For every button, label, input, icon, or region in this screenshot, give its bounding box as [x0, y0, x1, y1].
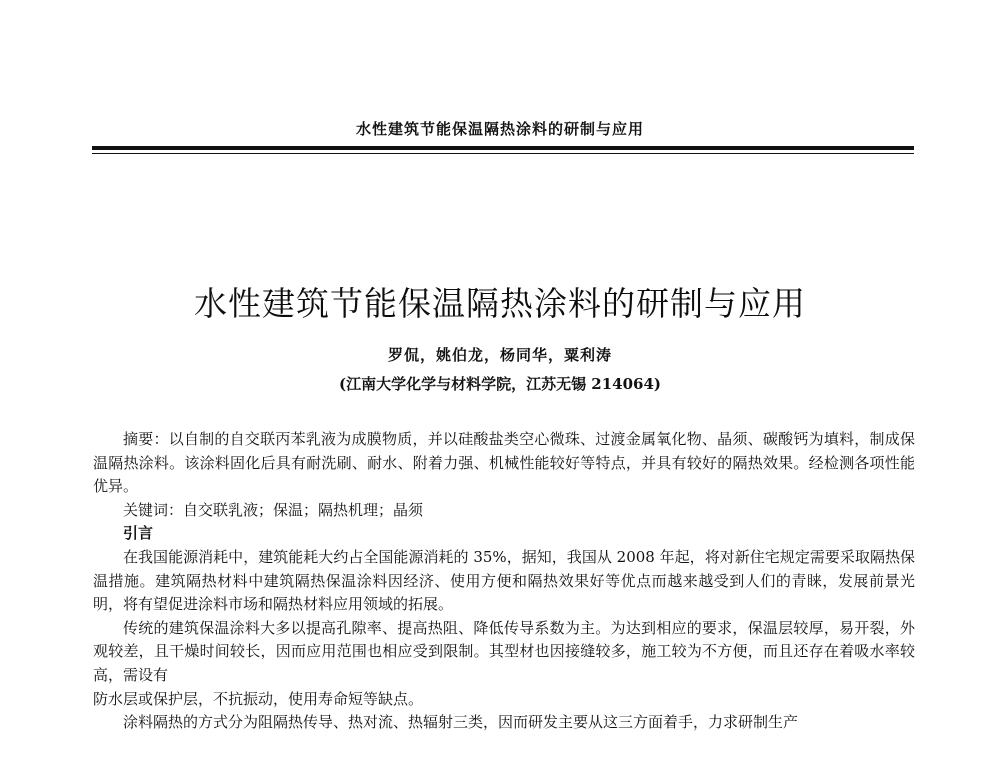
- body-text: [93, 428, 915, 735]
- running-head: 水性建筑节能保温隔热涂料的研制与应用: [355, 120, 644, 138]
- paper-title: 水性建筑节能保温隔热涂料的研制与应用: [194, 284, 806, 323]
- header-rule-thick: [92, 146, 914, 150]
- keywords-line: 关键词：自交联乳液；保温；隔热机理；晶须: [123, 500, 424, 519]
- body-paragraph: 在我国能源消耗中，建筑能耗大约占全国能源消耗的 35%，据知，我国从 2008 年起，将对新住宅规定需要采取隔热保温措施。建筑隔热材料中建筑隔热保温涂料因经济、使用方便和隔热效果好等优点而越来越受到人们的青睐，发展前景光明，将有望促进涂料市场和隔热材料应用领域的拓展。: [93, 547, 915, 614]
- abstract-paragraph: 摘要：以自制的自交联丙苯乳液为成膜物质，并以硅酸盐类空心微珠、过渡金属氧化物、晶须、碳酸钙为填料，制成保温隔热涂料。该涂料固化后具有耐洗刷、耐水、附着力强、机械性能较好等特点，并具有较好的隔热效果。经检测各项性能优异。: [93, 430, 915, 496]
- body-paragraph: 传统的建筑保温涂料大多以提高孔隙率、提高热阻、降低传导系数为主。为达到相应的要求，保温层较厚，易开裂，外观较差，且干燥时间较长，因而应用范围也相应受到限制。其型材也因接缝较多，施工较为不方便，而且还存在着吸水率较高，需设有: [93, 618, 915, 684]
- section-heading-intro: 引言: [123, 524, 154, 543]
- author-list: 罗侃，姚伯龙，杨同华，粟利涛: [387, 346, 612, 364]
- body-paragraph-continuation: 防水层或保护层，不抗振动，使用寿命短等缺点。: [93, 689, 424, 708]
- header-rule-thin: [92, 153, 914, 154]
- author-affiliation: (江南大学化学与材料学院，江苏无锡 214064): [338, 375, 662, 393]
- body-paragraph: 涂料隔热的方式分为阻隔热传导、热对流、热辐射三类，因而研发主要从这三方面着手，力求研制生产: [123, 713, 799, 732]
